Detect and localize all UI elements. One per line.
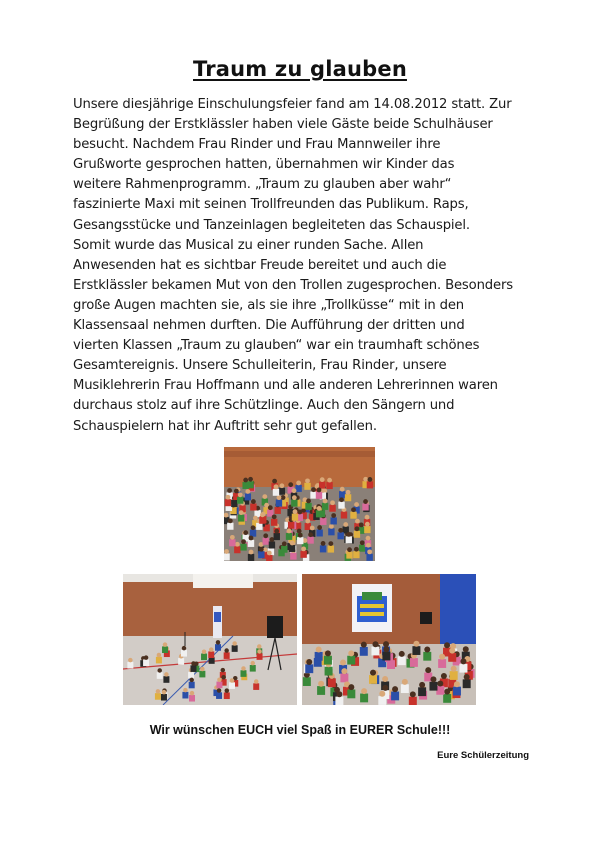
audience-photo <box>224 447 375 561</box>
article-line: große Augen machten sie, als sie ihre „Trollküsse“ mit in den <box>73 297 465 313</box>
article-line: Anwesenden hat es sichtbar Freude bereitet und auch die <box>73 257 447 273</box>
article-line: Gesamtereignis. Unsere Schulleiterin, Frau Rinder, unsere <box>73 358 447 374</box>
article-line: Erstklässler bekamen Mut von den Trollen zugesprochen. Besonders <box>73 277 513 293</box>
article-line: Musiklehrerin Frau Hoffmann und alle anderen Lehrerinnen waren <box>73 378 498 394</box>
article-line: weitere Rahmenprogramm. „Traum zu glauben aber wahr“ <box>73 177 452 193</box>
article-title: Traum zu glauben <box>193 57 407 81</box>
article-line: besucht. Nachdem Frau Rinder und Frau Mannweiler ihre <box>73 137 441 153</box>
article-line: Begrüßung der Erstklässler haben viele Gäste beide Schulhäuser <box>73 117 493 133</box>
article-line: faszinierte Maxi mit seinen Trollfreunden das Publikum. Raps, <box>73 197 469 213</box>
article-body <box>73 95 533 437</box>
article-line: Schauspielern hat ihr Auftritt sehr gut gefallen. <box>73 418 377 434</box>
signature: Eure Schülerzeitung <box>437 750 529 761</box>
backdrop-photo <box>302 574 476 705</box>
audience-photo-image <box>224 447 375 561</box>
gym-stage-photo <box>123 574 297 705</box>
closing-slogan: Wir wünschen EUCH viel Spaß in EURER Schule!!! <box>149 723 451 737</box>
article-line: Gesangsstücke und Tanzeinlagen begleiteten das Schauspiel. <box>73 217 470 233</box>
article-line: Unsere diesjährige Einschulungsfeier fand am 14.08.2012 statt. Zur <box>73 97 512 112</box>
article-line: vierten Klassen „Traum zu glauben“ war ein traumhaft schönes <box>73 338 480 354</box>
article-line: Grußworte gesprochen hatten, übernahmen wir Kinder das <box>73 157 455 173</box>
gym-stage-photo-image <box>123 574 297 705</box>
backdrop-photo-image <box>302 574 476 705</box>
article-line: Somit wurde das Musical zu einer runden Sache. Allen <box>73 237 424 253</box>
article-line: durchaus stolz auf ihre Schützlinge. Auch den Sängern und <box>73 398 455 414</box>
article-line: Klassensaal nehmen durften. Die Aufführung der dritten und <box>73 318 465 334</box>
